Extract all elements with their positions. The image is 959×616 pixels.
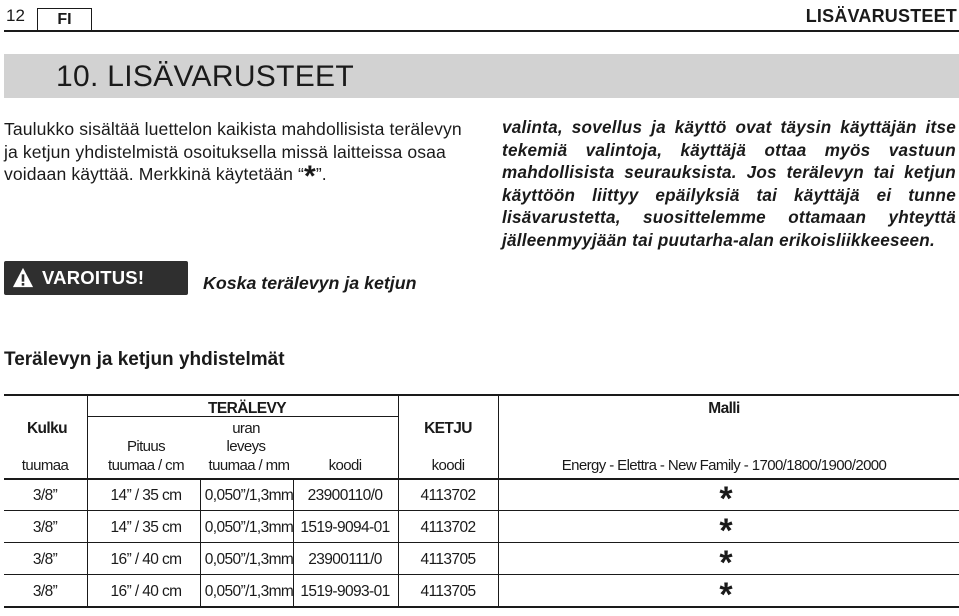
cell-chain-code: 4113702 <box>420 519 476 536</box>
header-teralevy: TERÄLEVY <box>208 400 286 417</box>
header-divider <box>4 30 959 32</box>
cell-chain-code: 4113705 <box>420 551 476 568</box>
header-leveys-unit: tuumaa / mm <box>208 457 290 474</box>
cell-pituus: 16” / 40 cm <box>110 583 182 600</box>
running-title: LISÄVARUSTEET <box>805 6 957 26</box>
cell-leveys: 0,050”/1,3mm <box>204 551 294 568</box>
cell-bar-code: 23900110/0 <box>307 487 383 504</box>
cell-bar-code: 23900111/0 <box>308 551 382 568</box>
header-ketju: KETJU <box>424 420 472 437</box>
table-bottom-border <box>4 606 959 608</box>
cell-leveys: 0,050”/1,3mm <box>204 583 294 600</box>
table-title: Terälevyn ja ketjun yhdistelmät <box>4 349 285 370</box>
row-divider <box>4 510 959 511</box>
cell-pituus: 14” / 35 cm <box>110 519 182 536</box>
warning-text-continuation: valinta, sovellus ja käyttö ovat täysin käyttäjän itse tekemiä valintoja, käyttäjä ottaa myös vastuun mahdollisista seurauksista. Jos terälevyn tai ketjun käyttöön liittyy epäilyksiä tai käyttäjä ei tunne lisävarustetta, suosittelemme ottamaan yhteyttä jälleenmyyjään tai puutarha-alan erikoisliikkeeseen. <box>502 118 956 250</box>
header-kulku: Kulku <box>26 420 68 437</box>
cell-pituus: 14” / 35 cm <box>110 487 182 504</box>
compatibility-mark: * <box>719 480 733 518</box>
warning-label: VAROITUS! <box>42 267 145 288</box>
language-tab: FI <box>37 8 92 30</box>
page-number: 12 <box>6 6 25 25</box>
header-teralevy-koodi: koodi <box>328 457 362 474</box>
intro-text-end: ”. <box>315 164 327 184</box>
compatibility-mark: * <box>719 512 733 550</box>
cell-kulku: 3/8” <box>32 519 58 536</box>
intro-paragraph <box>4 118 464 193</box>
header-kulku-unit: tuumaa <box>21 457 69 474</box>
cell-chain-code: 4113705 <box>420 583 476 600</box>
column-divider <box>87 394 88 607</box>
table-top-border <box>4 394 959 396</box>
column-divider <box>398 394 399 607</box>
cell-kulku: 3/8” <box>32 583 58 600</box>
cell-leveys: 0,050”/1,3mm <box>204 487 294 504</box>
cell-pituus: 16” / 40 cm <box>110 551 182 568</box>
row-divider <box>4 542 959 543</box>
table-header-divider <box>4 478 959 480</box>
compatibility-mark: * <box>719 576 733 614</box>
column-divider <box>200 478 201 607</box>
asterisk-symbol: * <box>304 160 316 193</box>
cell-kulku: 3/8” <box>32 551 58 568</box>
cell-leveys: 0,050”/1,3mm <box>204 519 294 536</box>
cell-kulku: 3/8” <box>32 487 58 504</box>
header-uran: uran <box>232 420 260 437</box>
cell-bar-code: 1519-9094-01 <box>300 519 390 536</box>
cell-bar-code: 1519-9093-01 <box>300 583 390 600</box>
header-pituus-unit: tuumaa / cm <box>108 457 184 474</box>
intro-text: Taulukko sisältää luettelon kaikista mahdollisista terälevyn ja ketjun yhdistelmistä osoituksella missä laitteissa osaa voidaan käyttää. Merkkinä käytetään “ <box>4 119 462 184</box>
cell-chain-code: 4113702 <box>420 487 476 504</box>
compatibility-mark: * <box>719 544 733 582</box>
warning-text-start: Koska terälevyn ja ketjun <box>203 273 417 293</box>
warning-triangle-icon <box>12 267 34 289</box>
header-ketju-koodi: koodi <box>431 457 465 474</box>
row-divider <box>4 574 959 575</box>
header-pituus: Pituus <box>126 438 166 455</box>
column-divider <box>498 394 499 607</box>
header-malli: Malli <box>708 400 740 417</box>
chapter-title: 10. LISÄVARUSTEET <box>56 60 354 93</box>
header-leveys: leveys <box>226 438 266 455</box>
combinations-table <box>4 394 959 614</box>
warning-badge <box>4 261 188 295</box>
header-models: Energy - Elettra - New Family - 1700/1800/1900/2000 <box>561 457 887 474</box>
